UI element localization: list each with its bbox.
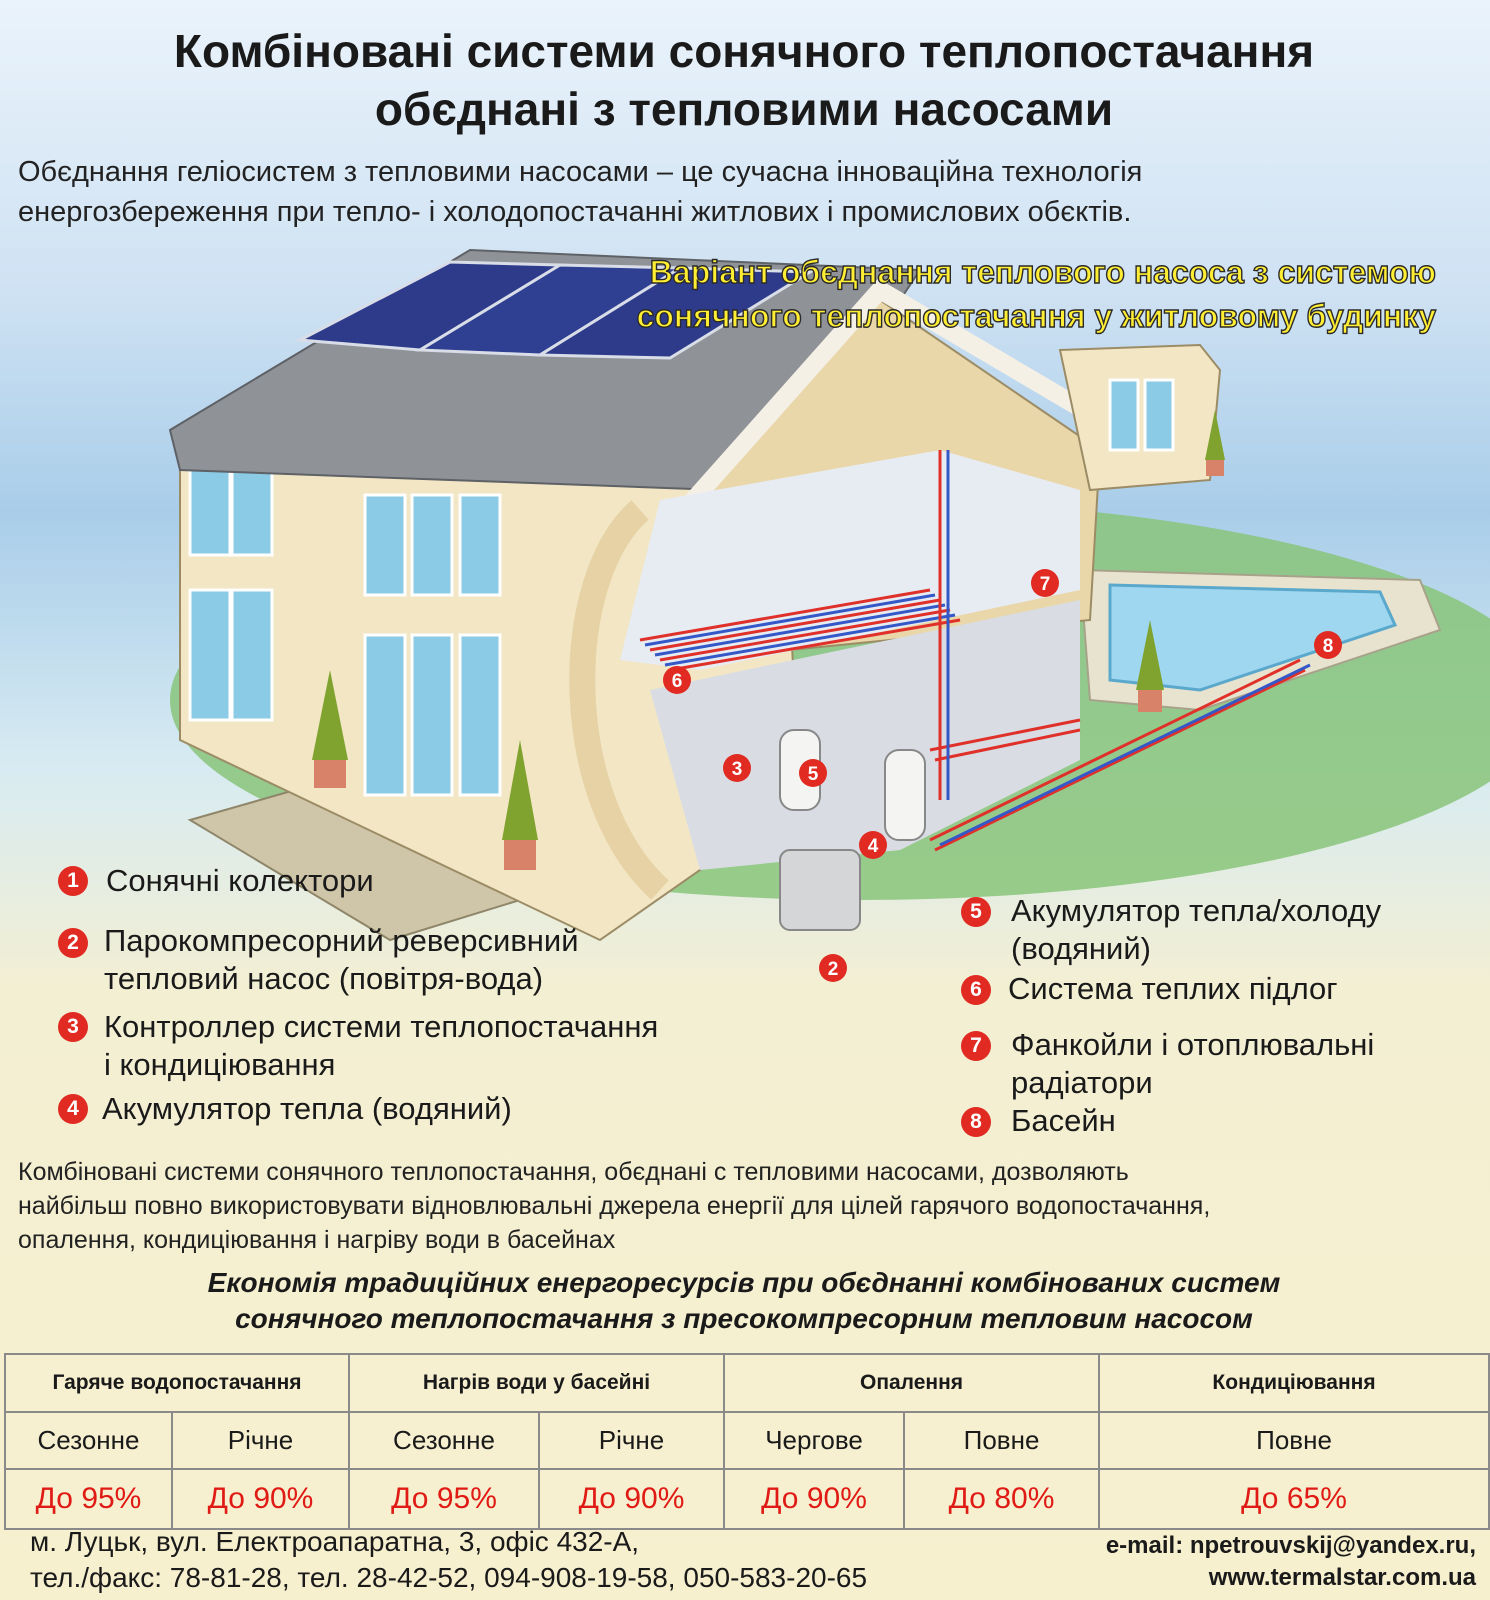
svg-text:8: 8 bbox=[1322, 636, 1334, 657]
group-pool-heating: Нагрів води у басейні bbox=[349, 1354, 724, 1412]
window bbox=[232, 465, 272, 555]
legend-number-badge: 6 bbox=[961, 975, 991, 1005]
table-row bbox=[5, 1469, 1489, 1529]
legend-label: Парокомпресорний реверсивний bbox=[104, 923, 579, 958]
intro-line-1: Обєднання геліосистем з тепловими насосами – це сучасна інноваційна технологія bbox=[18, 156, 1143, 188]
legend-number-badge: 2 bbox=[58, 928, 88, 958]
savings-table bbox=[4, 1353, 1490, 1530]
legend-number-badge: 5 bbox=[961, 897, 991, 927]
marker-2 bbox=[819, 954, 847, 982]
table-value: До 90% bbox=[539, 1469, 724, 1529]
window bbox=[232, 590, 272, 720]
address-block bbox=[30, 1524, 867, 1596]
group-conditioning: Кондиціювання bbox=[1099, 1354, 1489, 1412]
legend-number-badge: 7 bbox=[961, 1031, 991, 1061]
address-line-2: тел./факс: 78-81-28, тел. 28-42-52, 094-908-19-58, 050-583-20-65 bbox=[30, 1562, 868, 1593]
legend-label: Басейн bbox=[1011, 1103, 1116, 1138]
legend-label: (водяний) bbox=[1011, 931, 1151, 966]
legend-item-5 bbox=[961, 892, 1381, 968]
legend-item-7 bbox=[961, 1026, 1374, 1102]
table-subheader: Повне bbox=[1099, 1412, 1489, 1469]
table-row bbox=[5, 1412, 1489, 1469]
marker-6 bbox=[663, 666, 691, 694]
table-subheader: Річне bbox=[172, 1412, 349, 1469]
summary-text bbox=[18, 1155, 1478, 1257]
group-hot-water: Гаряче водопостачання bbox=[5, 1354, 349, 1412]
table-subheader: Сезонне bbox=[5, 1412, 172, 1469]
table-value: До 90% bbox=[724, 1469, 904, 1529]
address-line-1: м. Луцьк, вул. Електроапаратна, 3, офіс 432-А, bbox=[30, 1526, 640, 1557]
variant-line-2: сонячного теплопостачання у житловому будинку bbox=[636, 298, 1436, 334]
contact-block bbox=[1106, 1530, 1476, 1594]
economy-line-1: Економія традиційних енергоресурсів при обєднанні комбінованих систем bbox=[207, 1267, 1281, 1298]
group-heating: Опалення bbox=[724, 1354, 1099, 1412]
window bbox=[190, 465, 230, 555]
svg-text:7: 7 bbox=[1039, 574, 1051, 595]
window bbox=[365, 635, 405, 795]
svg-text:4: 4 bbox=[867, 836, 879, 857]
legend-label: тепловий насос (повітря-вода) bbox=[104, 961, 544, 996]
window bbox=[412, 495, 452, 595]
svg-text:3: 3 bbox=[731, 759, 743, 780]
legend-number-badge: 8 bbox=[961, 1107, 991, 1137]
website-link[interactable]: www.termalstar.com.ua bbox=[1208, 1564, 1476, 1591]
marker-4 bbox=[859, 831, 887, 859]
legend-label: радіатори bbox=[1011, 1065, 1153, 1100]
title-line-1: Комбіновані системи сонячного теплопостачання bbox=[173, 25, 1315, 77]
table-subheader: Річне bbox=[539, 1412, 724, 1469]
intro-line-2: енергозбереження при тепло- і холодопостачанні житлових і промислових обєктів. bbox=[18, 196, 1132, 228]
window bbox=[365, 495, 405, 595]
legend-item-2 bbox=[58, 922, 579, 998]
marker-7 bbox=[1031, 569, 1059, 597]
economy-heading bbox=[0, 1265, 1488, 1337]
table-subheader: Чергове bbox=[724, 1412, 904, 1469]
legend-item-8 bbox=[961, 1102, 1116, 1140]
legend-number-badge: 1 bbox=[58, 866, 88, 896]
email-link[interactable]: e-mail: npetrouvskij@yandex.ru, bbox=[1105, 1532, 1476, 1559]
storage-tank bbox=[885, 750, 925, 840]
intro-text bbox=[18, 152, 1478, 232]
svg-text:2: 2 bbox=[827, 959, 839, 980]
page-title bbox=[0, 22, 1488, 138]
window bbox=[190, 590, 230, 720]
heat-pump-unit bbox=[780, 850, 860, 930]
window bbox=[412, 635, 452, 795]
table-value: До 65% bbox=[1099, 1469, 1489, 1529]
table-value: До 95% bbox=[5, 1469, 172, 1529]
marker-8 bbox=[1314, 631, 1342, 659]
legend-item-3 bbox=[58, 1008, 658, 1084]
economy-line-2: сонячного теплопостачання з пресокомпресорним тепловим насосом bbox=[235, 1303, 1253, 1334]
table-subheader: Сезонне bbox=[349, 1412, 539, 1469]
table-value: До 95% bbox=[349, 1469, 539, 1529]
variant-caption bbox=[637, 250, 1436, 338]
window bbox=[460, 635, 500, 795]
table-row bbox=[5, 1354, 1489, 1412]
table-value: До 90% bbox=[172, 1469, 349, 1529]
legend-label: Система теплих підлог bbox=[1008, 971, 1338, 1006]
table-value: До 80% bbox=[904, 1469, 1099, 1529]
title-line-2: обєднані з тепловими насосами bbox=[374, 83, 1114, 135]
legend-label: Акумулятор тепла (водяний) bbox=[102, 1091, 512, 1126]
legend-label: Сонячні колектори bbox=[106, 863, 374, 898]
legend-label: і кондиціювання bbox=[104, 1047, 336, 1082]
legend-label: Акумулятор тепла/холоду bbox=[1011, 893, 1382, 928]
legend-label: Фанкойли і отоплювальні bbox=[1011, 1027, 1375, 1062]
window bbox=[460, 495, 500, 595]
legend-label: Контроллер системи теплопостачання bbox=[104, 1009, 659, 1044]
summary-line-2: найбільш повно використовувати відновлювальні джерела енергії для цілей гарячого водопостачання, bbox=[18, 1192, 1211, 1220]
variant-line-1: Варіант обєднання теплового насоса з системою bbox=[649, 254, 1436, 290]
legend-number-badge: 3 bbox=[58, 1012, 88, 1042]
legend-item-1 bbox=[58, 862, 374, 900]
marker-3 bbox=[723, 754, 751, 782]
svg-text:6: 6 bbox=[671, 671, 683, 692]
window bbox=[1110, 380, 1138, 450]
legend-number-badge: 4 bbox=[58, 1094, 88, 1124]
table-subheader: Повне bbox=[904, 1412, 1099, 1469]
window bbox=[1145, 380, 1173, 450]
legend-item-6 bbox=[961, 970, 1338, 1008]
summary-line-1: Комбіновані системи сонячного теплопостачання, обєднані с тепловими насосами, дозволяють bbox=[18, 1158, 1129, 1186]
marker-5 bbox=[799, 759, 827, 787]
legend-item-4 bbox=[58, 1090, 512, 1128]
svg-text:5: 5 bbox=[807, 764, 819, 785]
summary-line-3: опалення, кондиціювання і нагріву води в басейнах bbox=[18, 1226, 616, 1254]
